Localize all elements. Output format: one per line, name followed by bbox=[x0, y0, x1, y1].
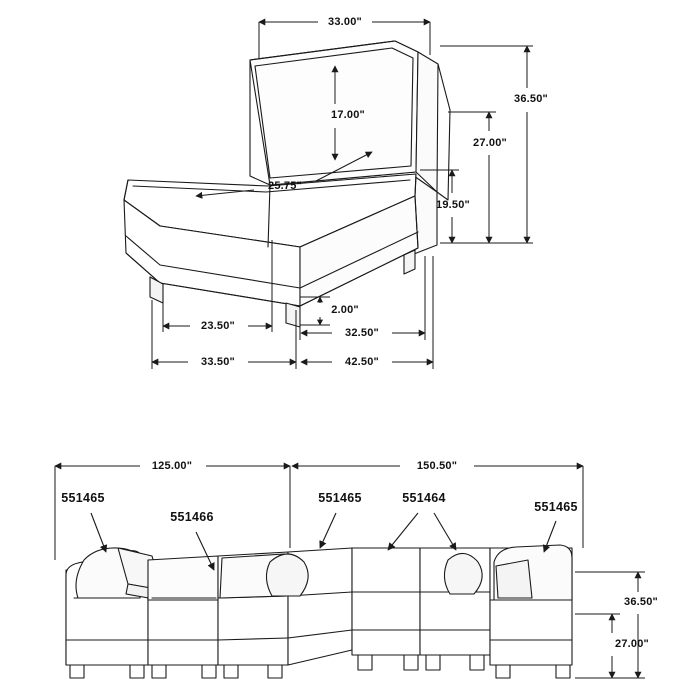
part-label-551464: 551464 bbox=[402, 491, 446, 505]
part-label-551465-mid: 551465 bbox=[318, 491, 362, 505]
dim-seat-height: 19.50" bbox=[436, 199, 470, 211]
dim-right-section-width: 150.50" bbox=[416, 460, 458, 472]
dim-seat-depth: 32.50" bbox=[345, 327, 379, 339]
dim-back-height: 17.00" bbox=[331, 109, 365, 121]
dim-overall-depth: 42.50" bbox=[345, 356, 379, 368]
dim-back-height-side: 27.00" bbox=[473, 137, 507, 149]
dim-overall-height: 36.50" bbox=[514, 93, 548, 105]
dim-sectional-overall-height: 36.50" bbox=[624, 596, 658, 608]
dim-seat-width-top: 33.00" bbox=[328, 16, 362, 28]
dim-seat-depth-diagonal: 25.75" bbox=[268, 180, 302, 192]
dim-base-depth: 33.50" bbox=[201, 356, 235, 368]
part-label-551465-left: 551465 bbox=[61, 491, 105, 505]
part-label-551465-right: 551465 bbox=[534, 500, 578, 514]
dim-left-section-width: 125.00" bbox=[151, 460, 193, 472]
part-label-551466: 551466 bbox=[170, 510, 214, 524]
dim-leg-height: 2.00" bbox=[331, 304, 359, 316]
sectional-drawing bbox=[66, 545, 572, 678]
dim-sectional-back-height: 27.00" bbox=[615, 638, 649, 650]
dim-inner-depth: 23.50" bbox=[201, 320, 235, 332]
